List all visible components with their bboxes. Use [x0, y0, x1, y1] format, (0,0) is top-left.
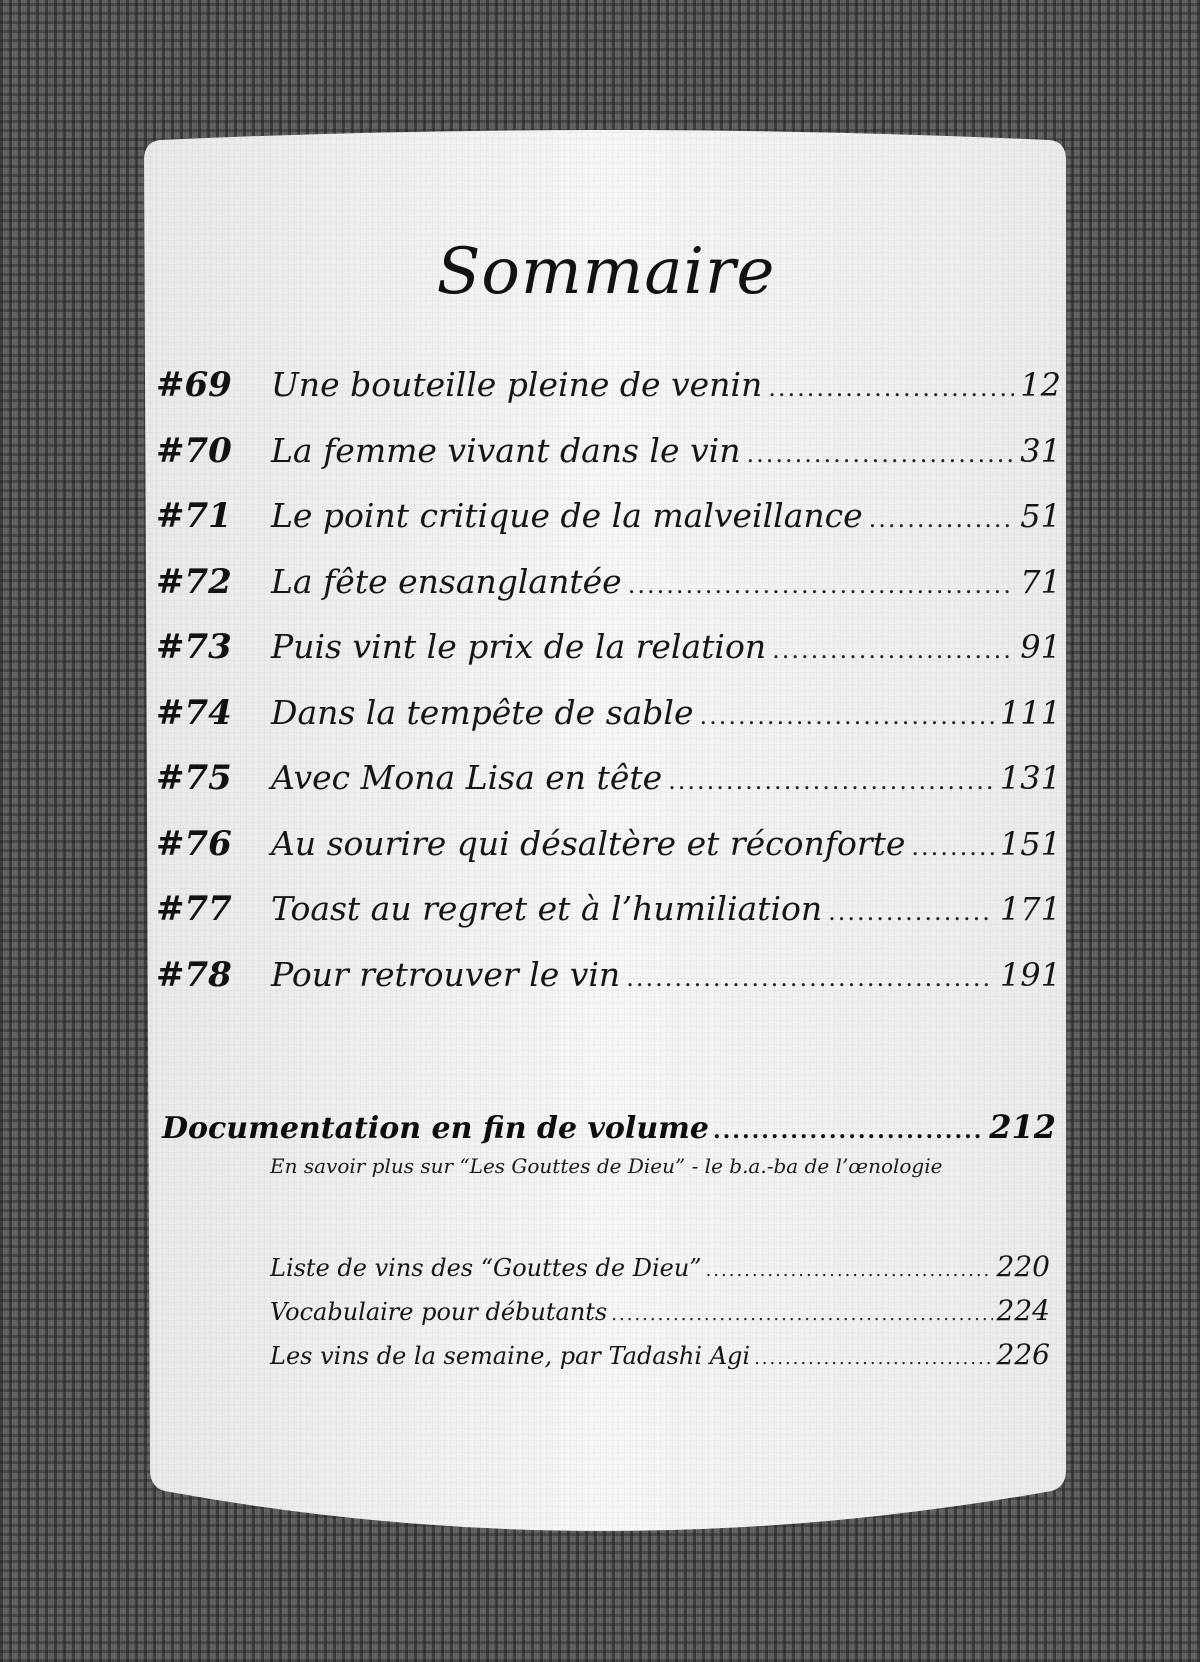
chapter-title: Puis vint le prix de la relation: [271, 627, 767, 666]
dot-leader: [626, 964, 994, 992]
chapter-row[interactable]: [156, 693, 1061, 759]
chapter-row[interactable]: [156, 824, 1061, 890]
dot-leader: [700, 702, 994, 730]
contents-label: [146, 140, 1066, 1510]
dot-leader: [706, 1260, 993, 1281]
appendix-page: 224: [996, 1294, 1050, 1327]
appendix-row[interactable]: [270, 1250, 1050, 1294]
chapter-number: #78: [156, 954, 232, 995]
chapter-number: #73: [156, 627, 232, 667]
chapter-title: Au sourire qui désaltère et réconforte: [271, 823, 906, 863]
appendix-row[interactable]: [270, 1338, 1050, 1382]
page-title: Sommaire: [436, 235, 776, 309]
chapter-title: Avec Mona Lisa en tête: [271, 758, 663, 797]
chapter-page: 71: [1020, 562, 1061, 601]
chapter-number: #69: [156, 365, 232, 405]
chapter-page: 91: [1020, 628, 1061, 666]
chapter-number: #77: [156, 889, 232, 929]
appendix-page: 226: [996, 1338, 1050, 1371]
dot-leader: [772, 636, 1014, 664]
dot-leader: [869, 505, 1015, 533]
chapter-page: 151: [999, 824, 1061, 863]
chapter-title: Pour retrouver le vin: [271, 954, 621, 994]
dot-leader: [754, 1348, 992, 1369]
chapter-title: Le point critique de la malveillance: [271, 496, 863, 535]
chapter-row[interactable]: [156, 562, 1061, 628]
chapter-number: #71: [156, 496, 232, 536]
chapter-row[interactable]: [156, 496, 1061, 562]
chapter-row[interactable]: [156, 365, 1061, 431]
appendix-page: 220: [996, 1250, 1050, 1283]
chapter-page: 51: [1020, 497, 1061, 535]
appendix-title: Vocabulaire pour débutants: [270, 1298, 608, 1326]
chapter-row[interactable]: [156, 955, 1061, 1021]
dot-leader: [611, 1304, 992, 1325]
dot-leader: [768, 374, 1014, 402]
chapter-page: 111: [999, 693, 1061, 732]
chapter-row[interactable]: [156, 627, 1061, 693]
chapter-number: #75: [156, 758, 232, 798]
chapter-number: #74: [156, 692, 232, 733]
dot-leader: [628, 571, 1015, 599]
appendix-list: [270, 1250, 1050, 1382]
chapter-row[interactable]: [156, 758, 1061, 824]
chapter-page: 12: [1020, 366, 1061, 404]
dot-leader: [713, 1118, 985, 1144]
dot-leader: [828, 898, 994, 926]
chapter-page: 191: [999, 955, 1061, 994]
chapter-title: Toast au regret et à l’humiliation: [271, 889, 823, 928]
chapter-page: 131: [999, 759, 1061, 797]
chapter-number: #72: [156, 561, 232, 602]
chapter-title: La fête ensanglantée: [271, 561, 622, 601]
documentation-subtitle: En savoir plus sur “Les Gouttes de Dieu” - le b.a.-ba de l’œnologie: [270, 1154, 943, 1178]
chapter-row[interactable]: [156, 889, 1061, 955]
appendix-title: Liste de vins des “Gouttes de Dieu”: [270, 1254, 702, 1282]
chapter-number: #76: [156, 823, 232, 864]
documentation-page: 212: [989, 1108, 1056, 1146]
chapter-list: [156, 365, 1061, 1020]
chapter-page: 171: [999, 890, 1061, 928]
appendix-title: Les vins de la semaine, par Tadashi Agi: [270, 1342, 751, 1370]
chapter-row[interactable]: [156, 431, 1061, 497]
documentation-section: [162, 1108, 1056, 1178]
dot-leader: [746, 440, 1014, 468]
chapter-page: 31: [1020, 431, 1061, 470]
appendix-row[interactable]: [270, 1294, 1050, 1338]
dot-leader: [668, 767, 994, 795]
chapter-title: Une bouteille pleine de venin: [271, 365, 763, 404]
documentation-title: Documentation en fin de volume: [162, 1111, 709, 1146]
chapter-number: #70: [156, 430, 232, 471]
chapter-title: La femme vivant dans le vin: [271, 430, 741, 470]
dot-leader: [911, 833, 994, 861]
chapter-title: Dans la tempête de sable: [271, 692, 694, 732]
documentation-row[interactable]: [162, 1108, 1056, 1146]
